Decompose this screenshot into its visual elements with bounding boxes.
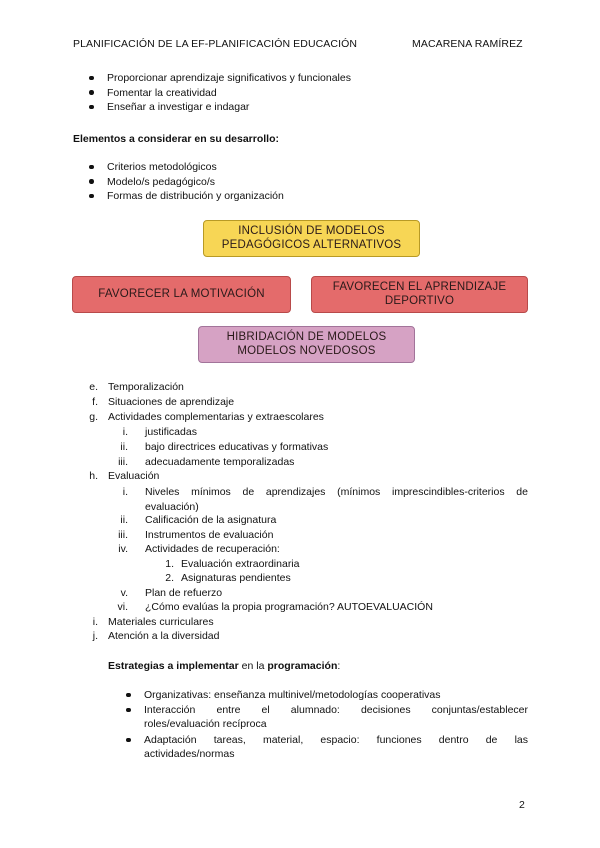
list-marker: ii. (120, 514, 128, 526)
list-text: Asignaturas pendientes (181, 572, 291, 584)
strategies-heading-end: : (337, 660, 341, 672)
list-text: Interacción entre el alumnado: decisiones conjuntas/establecer (144, 704, 528, 716)
diagram-box-line: DEPORTIVO (384, 294, 455, 307)
strategies-list (144, 688, 528, 763)
list-marker: j. (92, 630, 98, 642)
list-text: Instrumentos de evaluación (145, 529, 274, 541)
list-marker: iv. (118, 543, 128, 555)
bullet-icon (126, 693, 131, 698)
list-marker: iii. (118, 456, 128, 468)
strategies-heading-bold2: programación (267, 660, 338, 672)
diagram-box-hybridization (198, 326, 415, 363)
diagram-box-learning (311, 276, 528, 313)
diagram-box-line: HIBRIDACIÓN DE MODELOS (226, 330, 387, 343)
header-author: MACARENA RAMÍREZ (412, 38, 523, 50)
list-item: Fomentar la creatividad (107, 86, 351, 101)
list-marker: g. (89, 411, 98, 423)
list-text-continued: roles/evaluación recíproca (144, 718, 267, 731)
list-text: bajo directrices educativas y formativas (145, 441, 329, 453)
list-text: Evaluación extraordinaria (181, 558, 300, 570)
list-text-continued: actividades/normas (144, 748, 235, 761)
list-text: Calificación de la asignatura (145, 514, 277, 526)
diagram-box-inclusion (203, 220, 420, 257)
list-marker: e. (89, 381, 98, 393)
diagram-box-line: MODELOS NOVEDOSOS (237, 344, 376, 357)
strategies-heading-mid: en la (238, 660, 268, 672)
diagram-box-line: PEDAGÓGICOS ALTERNATIVOS (221, 238, 402, 251)
list-marker: h. (89, 470, 98, 482)
list-text: Niveles mínimos de aprendizajes (mínimos imprescindibles-criterios de (145, 486, 528, 498)
list-text: Situaciones de aprendizaje (108, 396, 235, 408)
list-item: Proporcionar aprendizaje significativos y funcionales (107, 72, 351, 84)
list-marker: ii. (120, 441, 128, 453)
list-text: justificadas (145, 426, 197, 438)
list-marker: iii. (118, 529, 128, 541)
objectives-list (107, 71, 351, 115)
page-number: 2 (519, 799, 525, 811)
list-text: Actividades complementarias y extraescolares (108, 411, 324, 423)
list-text: Temporalización (108, 381, 184, 393)
list-marker: i. (122, 486, 128, 498)
elements-heading: Elementos a considerar en su desarrollo: (73, 133, 279, 145)
list-text: Organizativas: enseñanza multinivel/metodologías cooperativas (144, 689, 441, 701)
bullet-icon (126, 738, 131, 743)
list-marker: i. (122, 426, 128, 438)
list-marker: i. (92, 616, 98, 628)
diagram-box-motivation (72, 276, 291, 313)
diagram-box-line: FAVORECEN EL APRENDIZAJE (332, 280, 507, 293)
list-text-continued: evaluación) (145, 501, 199, 513)
list-item (144, 733, 528, 763)
strategies-heading (108, 659, 340, 673)
header-title: PLANIFICACIÓN DE LA EF-PLANIFICACIÓN EDUCACIÓN (73, 38, 358, 50)
diagram-box-line: INCLUSIÓN DE MODELOS (238, 224, 385, 237)
list-text: Evaluación (108, 470, 160, 482)
list-item: Modelo/s pedagógico/s (107, 175, 284, 190)
list-text: Plan de refuerzo (145, 587, 223, 599)
list-text: Atención a la diversidad (108, 630, 220, 642)
list-text: Adaptación tareas, material, espacio: funciones dentro de las (144, 734, 528, 746)
list-item (144, 703, 528, 733)
list-marker: 1. (165, 558, 174, 570)
list-text: Actividades de recuperación: (145, 543, 280, 555)
diagram-box-line: FAVORECER LA MOTIVACIÓN (98, 287, 265, 300)
list-marker: f. (92, 396, 98, 408)
list-text: Materiales curriculares (108, 616, 214, 628)
bullet-icon (126, 708, 131, 713)
list-item: Enseñar a investigar e indagar (107, 100, 351, 115)
list-marker: 2. (165, 572, 174, 584)
strategies-heading-bold: Estrategias a implementar (108, 660, 239, 672)
list-item (144, 688, 528, 703)
list-text: adecuadamente temporalizadas (145, 456, 295, 468)
list-item: Formas de distribución y organización (107, 190, 284, 203)
list-marker: v. (120, 587, 128, 599)
list-marker: vi. (117, 601, 128, 613)
list-text: ¿Cómo evalúas la propia programación? AUTOEVALUACIÓN (145, 601, 433, 613)
elements-list (107, 160, 284, 204)
list-item: Criterios metodológicos (107, 160, 284, 175)
